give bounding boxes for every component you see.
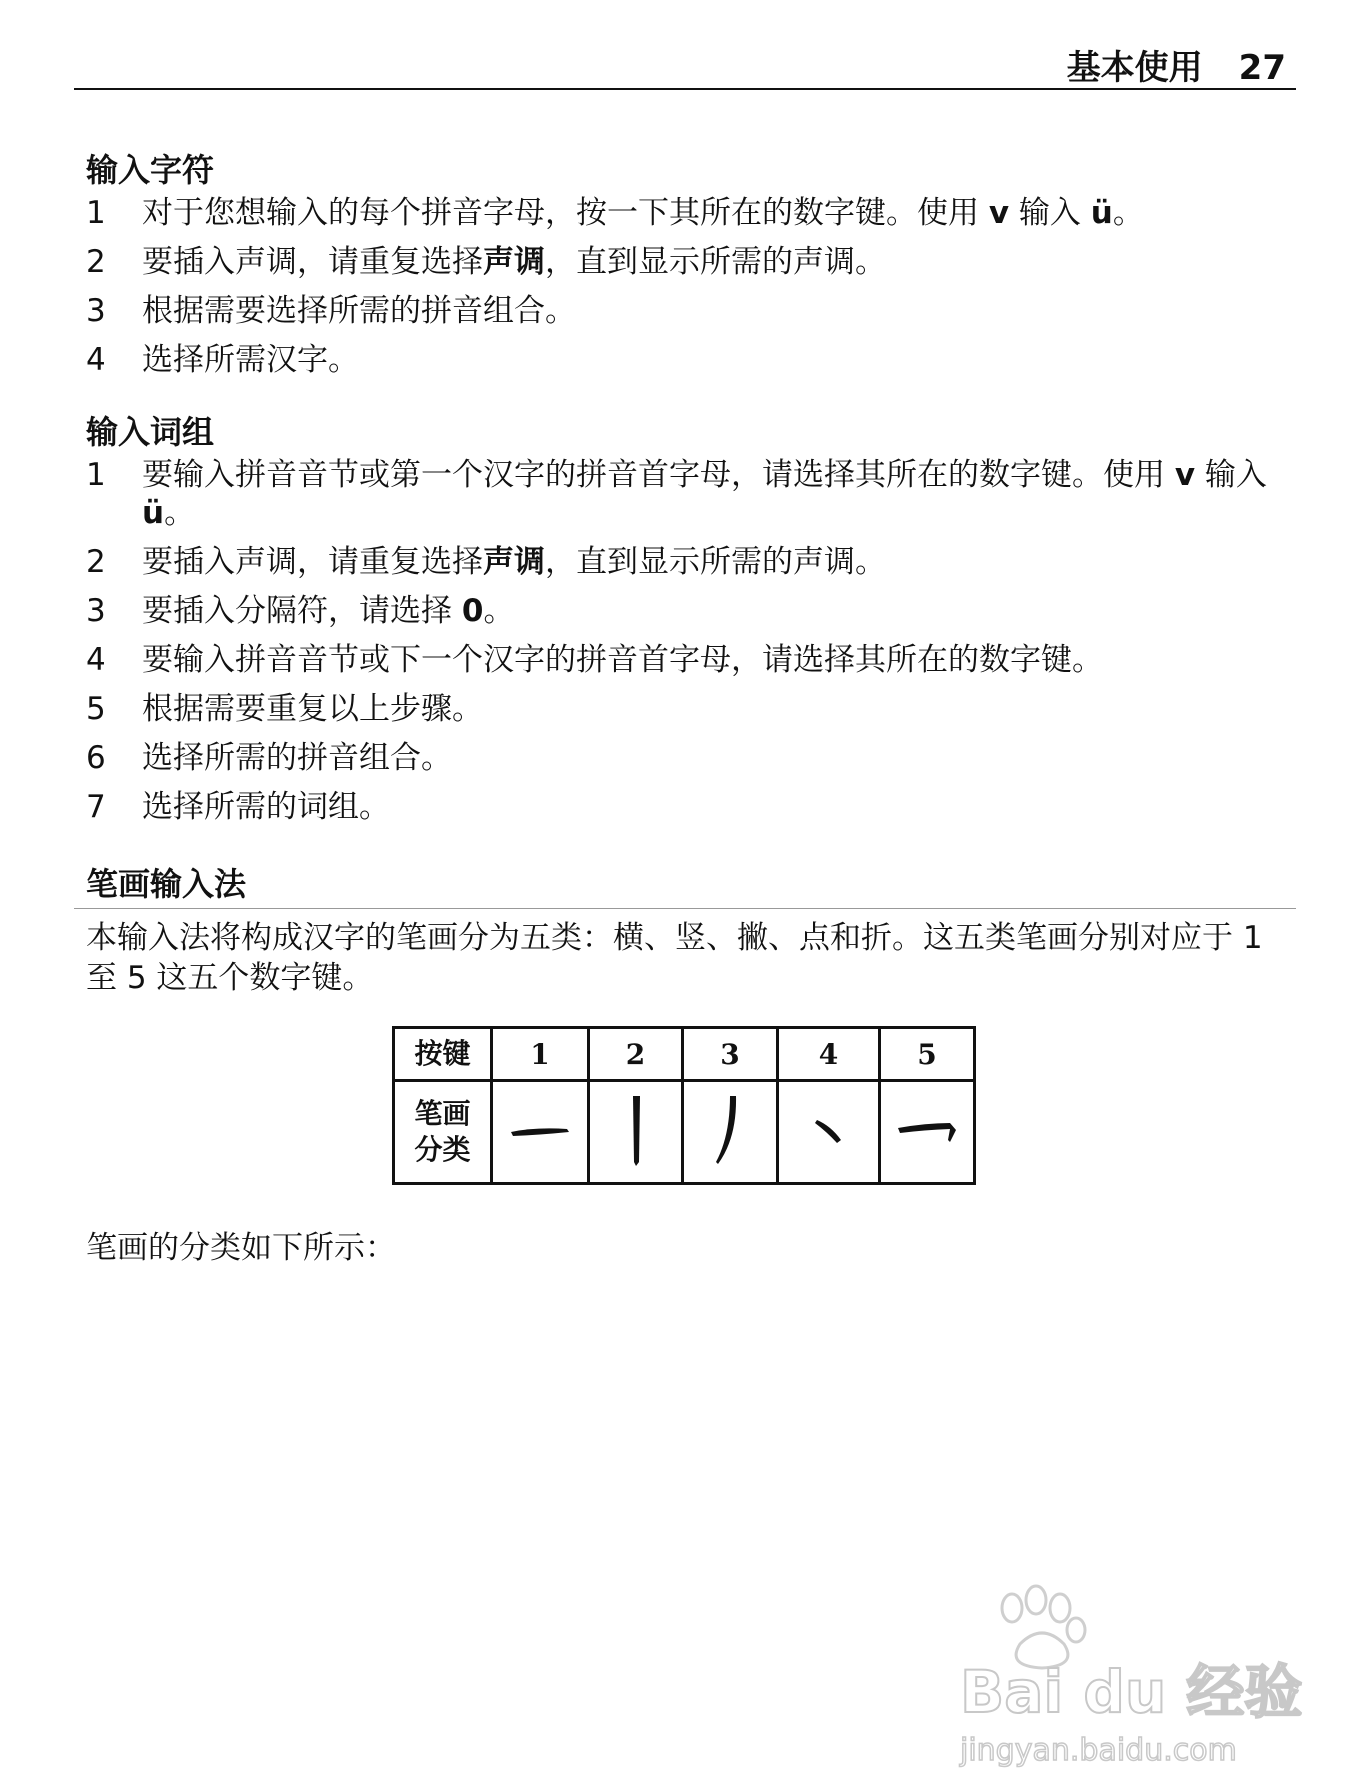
page-number: 27 [1238,48,1286,88]
list-item: 4 要输入拼音音节或下一个汉字的拼音首字母，请选择其所在的数字键。 [86,642,1103,678]
list-item: 4 选择所需汉字。 [86,342,359,378]
table-row [394,1028,975,1081]
list-item: 1 对于您想输入的每个拼音字母，按一下其所在的数字键。使用 v 输入 ü。 [86,195,1144,231]
key-cell: 2 [589,1028,683,1081]
list-item: 6 选择所需的拼音组合。 [86,740,452,776]
running-header [74,44,1296,90]
section-heading-input-characters: 输入字符 [86,151,215,189]
section-heading-stroke-input: 笔画输入法 [86,865,247,903]
watermark-brand: Bai du 经验 [960,1658,1303,1726]
baidu-watermark [960,1570,1303,1770]
key-cell: 1 [492,1028,589,1081]
list-item: 3 根据需要选择所需的拼音组合。 [86,293,576,329]
list-item: 2 要插入声调，请重复选择声调，直到显示所需的声调。 [86,544,886,580]
table-header-key: 按键 [394,1028,492,1081]
key-cell: 4 [778,1028,880,1081]
list-item: 3 要插入分隔符，请选择 0。 [86,593,515,629]
stroke-dian-icon [778,1081,880,1184]
section-divider [74,908,1296,909]
table-row [394,1081,975,1184]
list-item: 5 根据需要重复以上步骤。 [86,691,483,727]
section-heading-input-phrases: 输入词组 [86,413,215,451]
key-cell: 3 [683,1028,778,1081]
steps-list-characters [86,194,1296,390]
stroke-intro-paragraph: 本输入法将构成汉字的笔画分为五类：横、竖、撇、点和折。这五类笔画分别对应于 1 至 5 这五个数字键。 [86,920,1263,996]
list-item: 1 要输入拼音音节或第一个汉字的拼音首字母，请选择其所在的数字键。使用 v 输入 ü。 [86,457,1267,531]
steps-list-phrases [86,456,1296,837]
list-item: 2 要插入声调，请重复选择声调，直到显示所需的声调。 [86,244,886,280]
table-header-stroke-category: 笔画 分类 [394,1081,492,1184]
stroke-category-table [392,1026,976,1185]
stroke-zhe-icon [880,1081,975,1184]
watermark-url: jingyan.baidu.com [960,1733,1237,1768]
list-item: 7 选择所需的词组。 [86,789,390,825]
stroke-outro-paragraph: 笔画的分类如下所示： [86,1230,396,1266]
stroke-shu-icon [589,1081,683,1184]
stroke-pie-icon [683,1081,778,1184]
key-cell: 5 [880,1028,975,1081]
paw-logo-icon [1002,1586,1085,1668]
header-title: 基本使用 [1066,48,1203,88]
stroke-heng-icon [492,1081,589,1184]
